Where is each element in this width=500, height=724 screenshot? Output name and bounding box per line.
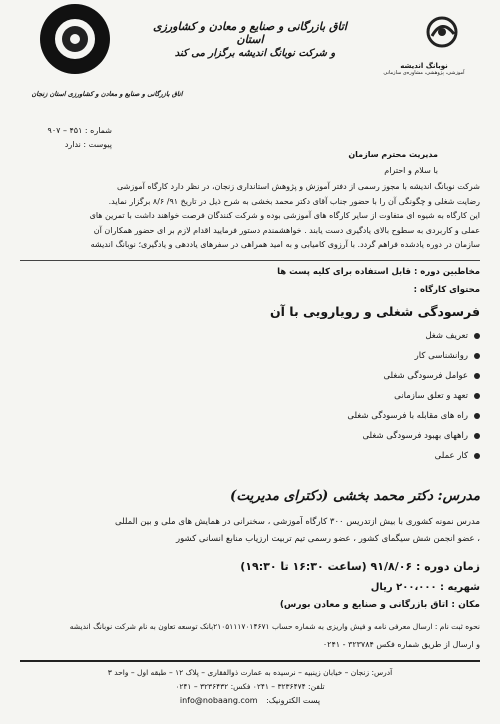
body-line: این کارگاه به شیوه ای متفاوت از سایر کارگاه های آموزشی بوده و شرکت کنندگان فرصت خواهند داشت با تمرین های [89, 211, 480, 220]
topic-label: راه های مقابله با فرسودگی شغلی [347, 411, 468, 421]
nobaang-logo-icon [374, 14, 474, 62]
body-line: عملی و کاربردی به سطوح بالای یادگیری دست یابند . خواهشمندم دستور فرمایید اقدام لازم بر ای حضور همکاران آن [93, 225, 480, 235]
letter-attachment: پیوست : ندارد [64, 140, 112, 149]
bullet-icon [474, 373, 480, 379]
brand-logo [374, 14, 474, 76]
bio-line: مدرس نمونه کشوری با بیش ازتدریس ۳۰۰ کارگاه آموزشی ، سخنرانی در همایش های ملی و بین المللی [114, 517, 480, 527]
letter-number: شماره : ۴۵۱ – ۹۰۷ [47, 126, 112, 135]
topic-item [230, 426, 480, 446]
tuition: شهریه : ۲۰۰،۰۰۰ ریال [370, 582, 480, 593]
brand-name: نوبانگ اندیشه [400, 62, 448, 70]
footer-phones: تلفن: ۳۲۳۶۴۷۴ – ۰۲۴۱ فکس: ۳۲۳۶۴۳۲ – ۰۲۴۱ [175, 682, 325, 691]
venue: مکان : اتاق بازرگانی و صنایع و معادن بورس) [279, 600, 480, 610]
topic-item [230, 386, 480, 406]
topic-label: راههای بهبود فرسودگی شغلی [362, 431, 468, 441]
bullet-icon [474, 413, 480, 419]
bullet-icon [474, 353, 480, 359]
letter-body [22, 180, 480, 253]
topics-list [230, 326, 480, 466]
body-line: سازمان در دوره یادشده فراهم گردد. با آرزوی کامیابی و به امید همراهی در سفرهای یاددهی و یادگیری؛ نوبانگ اندیشه [90, 240, 480, 249]
topic-label: تعهد و تعلق سازمانی [394, 391, 468, 401]
workshop-time: زمان دوره : ۹۱/۸/۰۶ (ساعت ۱۶:۳۰ تا ۱۹:۳۰) [240, 560, 480, 573]
divider [20, 260, 480, 261]
body-line: شرکت نوبانگ اندیشه با مجوز رسمی از دفتر آموزش و پژوهش استانداری زنجان، در نظر دارد کارگاه آموزشی [116, 182, 480, 191]
footer-divider [20, 660, 480, 662]
chamber-seal [40, 4, 110, 74]
topic-label: کار عملی [434, 451, 468, 461]
greeting: با سلام و احترام [384, 166, 438, 175]
footer-address: آدرس: زنجان – خیابان زینبیه – نرسیده به عمارت ذوالفقاری – پلاک ۱۲ – طبقه اول – واحد ۳ [107, 668, 393, 677]
topic-label: عوامل فرسودگی شغلی [383, 371, 468, 381]
topic-item [230, 366, 480, 386]
content-label: محتوای کارگاه : [413, 285, 480, 295]
topic-item [230, 406, 480, 426]
brand-tagline: آموزشی، پژوهشی، مشاوره‌ی سازمانی [383, 70, 465, 76]
company-line: و شرکت نوبانگ اندیشه برگزار می کند [174, 48, 336, 59]
topic-item [230, 326, 480, 346]
topic-label: تعریف شغل [425, 331, 468, 341]
lecturer-bio [20, 514, 480, 548]
addressee: مدیریت محترم سازمان [348, 150, 438, 159]
seal-caption: اتاق بازرگانی و صنایع و معادن و کشاورزی استان زنجان [31, 90, 183, 98]
email-link[interactable]: info@nobaang.com [179, 696, 258, 705]
bio-line: ، عضو انجمن شش سیگمای کشور ، عضو رسمی تیم تربیت ارزیاب منابع انسانی کشور [176, 534, 480, 544]
email-label: پست الکترونیک: [266, 696, 321, 705]
chamber-line: اتاق بازرگانی و صنایع و معادن و کشاورزی استان [152, 20, 347, 46]
bullet-icon [474, 393, 480, 399]
registration: نحوه ثبت نام : ارسال معرفی نامه و فیش واریزی به شماره حساب ۲۱۰۵۱۱۱۷۰۱۴۶۷۱بانک توسعه تعاون به نام شرکت نوبانگ اندیشه [69, 622, 480, 631]
bullet-icon [474, 333, 480, 339]
bullet-icon [474, 453, 480, 459]
topic-label: روانشناسی کار [414, 351, 468, 361]
bullet-icon [474, 433, 480, 439]
fax-line: و ارسال از طریق شماره فکس ۳۲۳۷۸۴ - ۰۲۴۱ [322, 640, 480, 649]
lecturer: مدرس: دکتر محمد بخشی (دکترای مدیریت) [230, 488, 480, 504]
audience: مخاطبین دوره : قابل استفاده برای کلیه پست ها [277, 267, 480, 277]
topic-item [230, 446, 480, 466]
workshop-title: فرسودگی شغلی و رویارویی با آن [269, 304, 480, 319]
footer-email-row [20, 696, 480, 705]
topic-item [230, 346, 480, 366]
body-line: رضایت شغلی و چگونگی آن را با حضور جناب آقای دکتر محمد بخشی به شرح ذیل در تاریخ ۹۱/ ۸/۶ برگزار نماید. [108, 196, 480, 206]
